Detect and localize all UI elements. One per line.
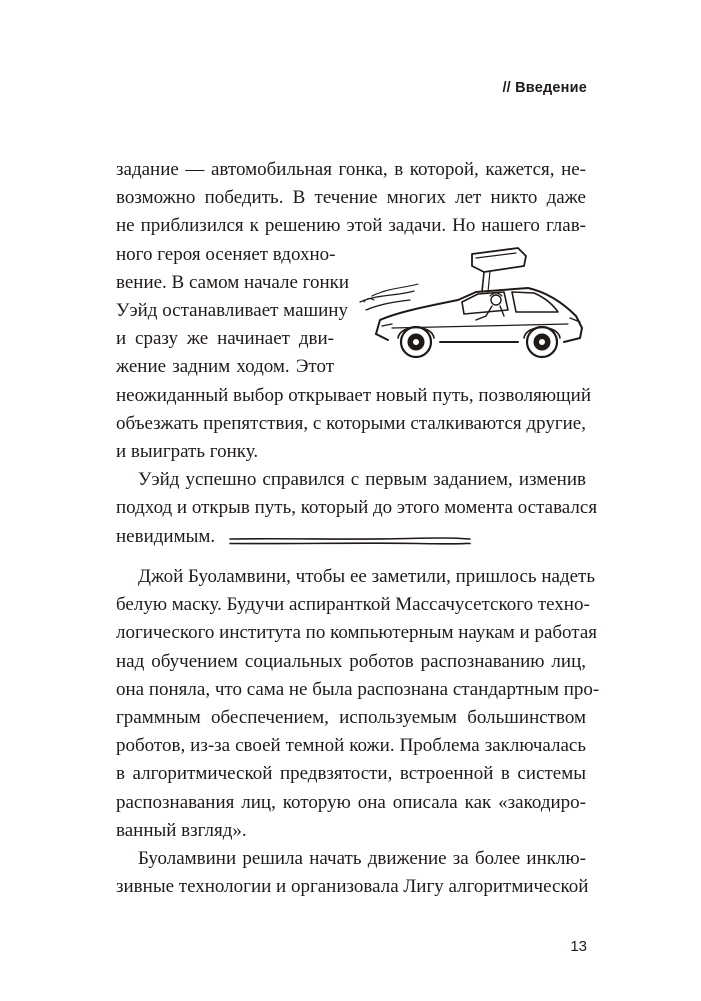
text-line: жение задним ходом. Этот: [116, 356, 334, 378]
double-line-divider-icon: [228, 536, 472, 546]
text-line: она поняла, что сама не была распознана стандартным про-: [116, 678, 600, 700]
text-line: над обучением социальных роботов распознаванию лиц,: [116, 650, 586, 672]
page-number: 13: [570, 938, 587, 955]
text-line: подход и открыв путь, который до этого момента оставался: [116, 497, 598, 519]
text-line: ванный взгляд».: [116, 819, 247, 841]
text-line: логического института по компьютерным наукам и работая: [116, 622, 598, 644]
text-block-buolamwini: [116, 563, 600, 901]
text-line: объезжать препятствия, с которыми сталкиваются другие,: [116, 412, 586, 434]
text-line: роботов, из-за своей темной кожи. Проблема заключалась: [116, 735, 586, 757]
text-line: Уэйд успешно справился с первым заданием, изменив: [138, 469, 586, 491]
text-line: вение. В самом начале гонки: [116, 271, 350, 293]
text-line: Джой Буоламвини, чтобы ее заметили, пришлось надеть: [138, 566, 596, 587]
car-with-gull-wing-door-icon: [358, 244, 590, 366]
running-head: // Введение: [502, 80, 587, 96]
text-line: и сразу же начинает дви-: [116, 328, 334, 350]
text-line: не приблизился к решению этой задачи. Но нашего глав-: [116, 215, 586, 237]
text-line: Буоламвини решила начать движение за более инклю-: [138, 848, 586, 870]
text-line: зивные технологии и организовала Лигу алгоритмической: [116, 876, 589, 898]
text-line: граммным обеспечением, используемым большинством: [116, 707, 586, 729]
text-line: ного героя осеняет вдохно-: [116, 243, 336, 265]
text-line: Уэйд останавливает машину: [116, 300, 348, 322]
text-line: и выиграть гонку.: [116, 441, 259, 463]
text-line: белую маску. Будучи аспиранткой Массачусетского техно-: [116, 594, 590, 616]
text-line: задание — автомобильная гонка, в которой, кажется, не-: [116, 159, 586, 180]
text-line: в алгоритмической предвзятости, встроенной в системы: [116, 763, 586, 785]
text-line: возможно победить. В течение многих лет никто даже: [116, 187, 586, 209]
text-line: неожиданный выбор открывает новый путь, позволяющий: [116, 384, 591, 406]
text-line: невидимым.: [116, 525, 216, 547]
text-line: распознавания лиц, которую она описала как «закодиро-: [116, 791, 586, 813]
